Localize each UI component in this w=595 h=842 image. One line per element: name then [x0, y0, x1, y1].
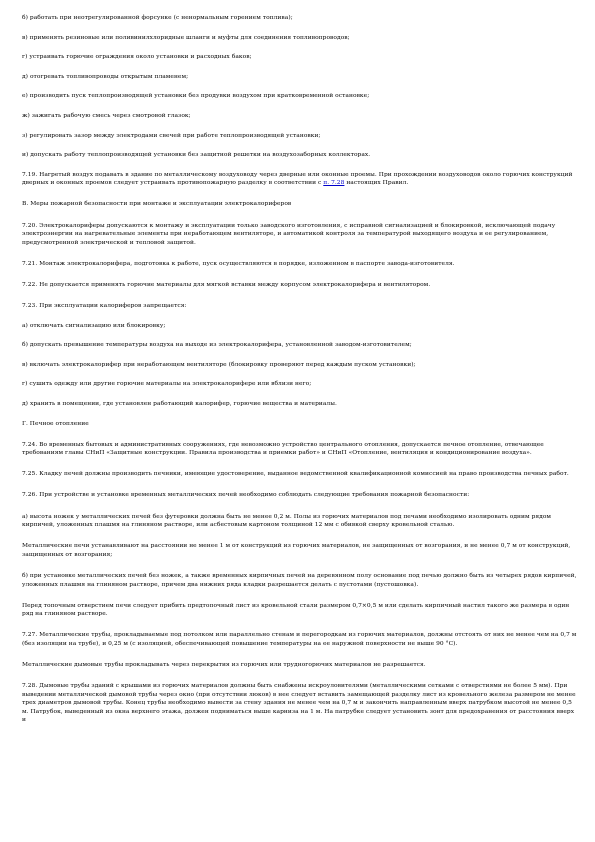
list-item: д) отогревать топливопроводы открытым пламенем;: [22, 73, 189, 80]
list-item: з) регулировать зазор между электродами свечей при работе теплопроизводящей установки;: [22, 132, 321, 139]
list-item: г) сушить одежду или другие горючие материалы на электрокалорифере или вблизи него;: [22, 381, 312, 388]
document-page: [22, 14, 577, 738]
paragraph-7-22: 7.22. Не допускается применять горючие материалы для мягкой вставки между корпусом электрокалорифера и вентилятором.: [22, 281, 431, 288]
list-item: б) работать при неотрегулированной форсунке (с ненормальным горением топлива);: [22, 15, 293, 21]
section-heading-stove-heating: Г. Печное отопление: [22, 420, 89, 427]
list-item: в) включать электрокалорифер при неработающем вентиляторе (блокировку проверяют перед каждым пуском установки);: [22, 361, 416, 368]
list-item: и) допускать работу теплопроизводящей установки без защитной решетки на воздухозаборных коллекторах.: [22, 152, 371, 159]
list-item: г) устраивать горючие ограждения около установки и расходных баков;: [22, 54, 252, 61]
list-item: б) допускать превышение температуры воздуха на выходе из электрокалорифера, установленной заводом-изготовителем;: [22, 342, 412, 349]
paragraph-7-26: 7.26. При устройстве и установке временных металлических печей необходимо соблюдать следующие требования пожарной безопасности:: [22, 492, 470, 499]
paragraph-7-21: 7.21. Монтаж электрокалорифера, подготовка к работе, пуск осуществляются в порядке, изложенном в паспорте завода-изготовителя.: [22, 260, 455, 267]
paragraph-text: Перед топочным отверстием печи следует прибить предтопочный лист из кровельной стали размером 0,7×0,5 м или сделать кирпичный настил такого же размера в один ряд на глиняном растворе.: [22, 602, 570, 618]
list-item: а) отключать сигнализацию или блокировку;: [22, 322, 166, 329]
paragraph-7-27: 7.27. Металлические трубы, прокладываемые под потолком или параллельно стенам и перегородкам из горючих материалов, должны отстоять от них не менее чем на 0,7 м (без изоляции на трубе), и 0,25 м (с изоляцией, обеспечивающей повышение температуры на ее наружной поверхности не выше 90 °C).: [22, 632, 577, 647]
section-heading-electrocalorifiers: В. Меры пожарной безопасности при монтаже и эксплуатации электрокалориферов: [22, 201, 292, 208]
paragraph-7-25: 7.25. Кладку печей должны производить печники, имеющие удостоверение, выданное ведомственной квалификационной комиссией на право производства печных работ.: [22, 471, 569, 478]
list-item: а) высота ножек у металлических печей без футеровки должна быть не менее 0,2 м. Полы из горючих материалов под печами необходимо изолировать одним рядом кирпичей, уложенных плашмя на глиняном растворе, или асбестовым картоном толщиной 12 мм с обивкой сверху кровельной сталью.: [22, 513, 552, 529]
paragraph-text: Металлические печи устанавливают на расстоянии не менее 1 м от конструкций из горючих материалов, не защищенных от возгорания, и не менее 0,7 м от конструкций, защищенных от возгорания;: [22, 543, 571, 558]
list-item: е) производить пуск теплопроизводящей установки без продувки воздухом при кратковременной остановке;: [22, 93, 370, 100]
paragraph-text: Металлические дымовые трубы прокладывать через перекрытия из горючих или трудногорючих материалов не разрешается.: [22, 661, 426, 668]
list-item: ж) зажигать рабочую смесь через смотровой глазок;: [22, 112, 191, 119]
paragraph-7-28: 7.28. Дымовые трубы зданий с крышами из горючих материалов должны быть снабжены искроуловителями (металлическими сетками с отверстиями не более 5 мм). При выведении металлической дымовой трубы через окно (при отсутствии люков) в нее следует вставить замещающей разделку лист из кровельного железа размером не менее трех диаметров дымовой трубы. Конец трубы необходимо вывести за стену здания не менее чем на 0,7 м и закончить направленным вверх патрубком высотой не менее 0,5 м. Патрубок, выведенный из окна верхнего этажа, должен подниматься выше карниза на 1 м. На патрубке следует установить зонт для предохранения от расстояния вверх и: [22, 683, 576, 724]
paragraph-7-20: 7.20. Электрокалориферы допускаются к монтажу и эксплуатации только заводского изготовления, с исправной сигнализацией и блокировкой, исключающей подачу электроэнергии на нагревательные элементы при неработающем вентиляторе, и автоматикой контроля за температурой выходящего воздуха и ее регулированием, предусмотренной электрической и тепловой защитой.: [22, 222, 556, 246]
paragraph-7-23: 7.23. При эксплуатации калориферов запрещается:: [22, 303, 187, 309]
list-item: б) при установке металлических печей без ножек, а также временных кирпичных печей на деревянном полу основание под печью должно быть из четырех рядов кирпичей, уложенных плашмя на глиняном растворе, причем два нижних ряда кладки разрешается делать с пустотами (пустошовка).: [22, 572, 577, 588]
paragraph-text: настоящих Правил.: [344, 180, 409, 187]
section-7-28-link[interactable]: п. 7.28: [323, 180, 345, 187]
list-item: д) хранить в помещении, где установлен работающий калорифер, горючие вещества и материалы.: [22, 400, 337, 407]
paragraph-7-24: 7.24. Во временных бытовых и административных сооружениях, где невозможно устройство центрального отопления, допускается печное отопление, отвечающее требованиям главы СНиП «Защитные конструкции. Правила производства и приемки работ» и СНиП «Отопление, вентиляция и кондиционирование воздуха».: [22, 441, 544, 457]
list-item: в) применять резиновые или поливинилхлоридные шланги и муфты для соединения топливопроводов;: [22, 34, 350, 41]
paragraph-text: 7.19. Нагретый воздух подавать в здание по металлическому воздуховоду через дверные или оконные проемы. При прохождении воздуховодов около горючих конструкций дверных и оконных проемов следует устраивать противопожарную разделку в соответствии с: [22, 171, 573, 187]
paragraph-7-19: [22, 171, 577, 188]
